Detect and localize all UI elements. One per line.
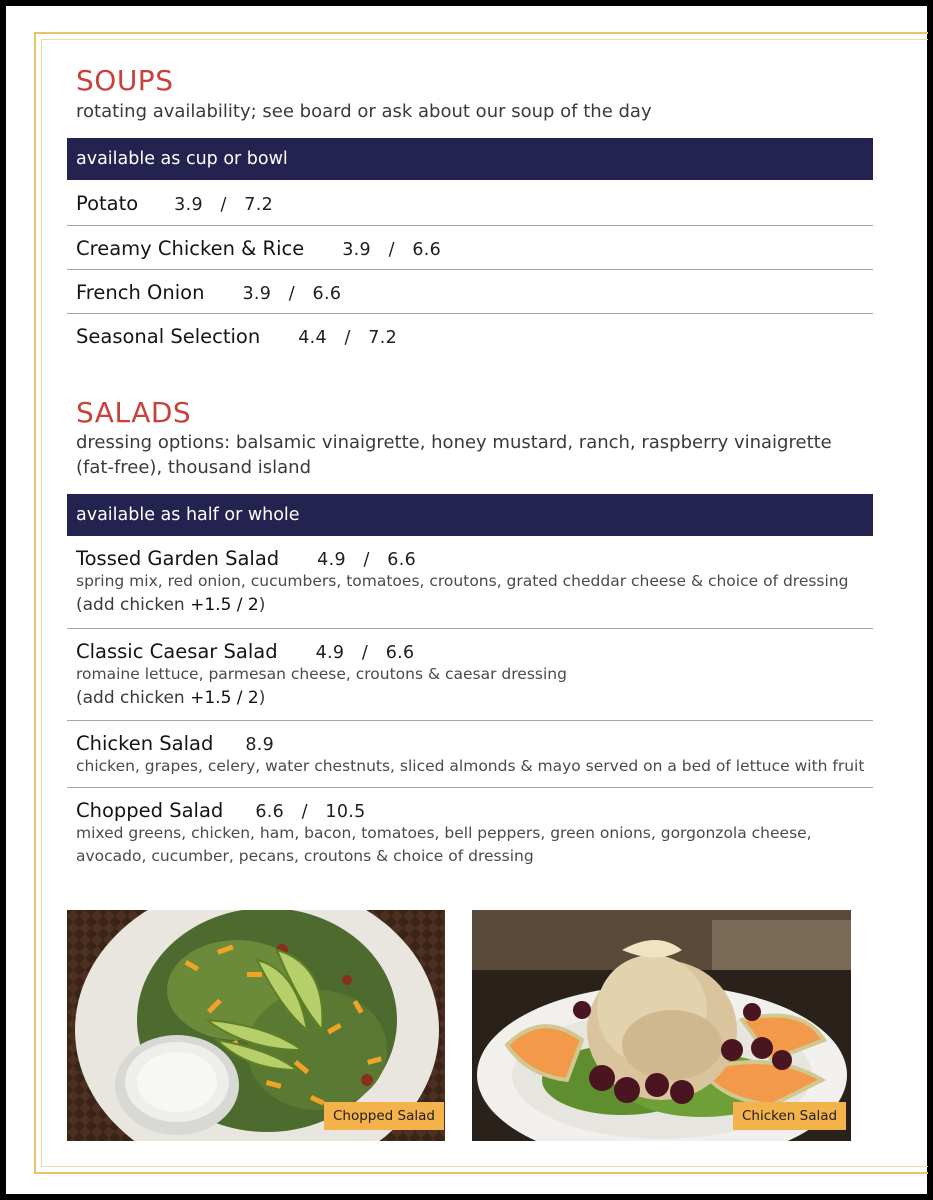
soup-price: 3.9 / 6.6 [342, 240, 442, 260]
soup-name: Potato [76, 192, 139, 215]
salad-name: Classic Caesar Salad [76, 640, 278, 663]
salad-row [67, 788, 873, 878]
soup-price: 4.4 / 7.2 [298, 328, 398, 348]
soup-row [67, 270, 873, 314]
soup-name: French Onion [76, 281, 205, 304]
salad-row [67, 721, 873, 788]
salad-description: chicken, grapes, celery, water chestnuts, sliced almonds & mayo served on a bed of lettuce with fruit [76, 757, 865, 775]
soup-name: Creamy Chicken & Rice [76, 237, 305, 260]
salad-addon: (add chicken +1.5 / 2) [76, 688, 266, 708]
salad-row [67, 536, 873, 629]
soups-note: rotating availability; see board or ask about our soup of the day [76, 101, 652, 122]
salad-row [67, 629, 873, 721]
menu-page [6, 6, 927, 1194]
soup-row [67, 314, 873, 358]
photo-caption: Chicken Salad [733, 1102, 846, 1130]
chopped-salad-photo [67, 910, 445, 1141]
chicken-salad-photo [472, 910, 851, 1141]
salad-price: 8.9 [245, 735, 275, 755]
addon-price: +1.5 / 2 [190, 595, 259, 615]
soups-title: SOUPS [76, 64, 174, 97]
soup-row [67, 180, 873, 226]
soup-row [67, 226, 873, 270]
salad-name: Chopped Salad [76, 799, 224, 822]
soup-price: 3.9 / 6.6 [242, 284, 342, 304]
salad-price: 4.9 / 6.6 [317, 550, 417, 570]
soup-price: 3.9 / 7.2 [174, 195, 274, 215]
salad-name: Chicken Salad [76, 732, 214, 755]
photo-caption: Chopped Salad [324, 1102, 444, 1130]
salads-size-band: available as half or whole [67, 494, 873, 536]
addon-price: +1.5 / 2 [190, 688, 259, 708]
salads-note: dressing options: balsamic vinaigrette, honey mustard, ranch, raspberry vinaigrette (fat-free), thousand island [76, 432, 832, 478]
soup-name: Seasonal Selection [76, 325, 261, 348]
salads-title: SALADS [76, 396, 192, 429]
salad-price: 6.6 / 10.5 [255, 802, 366, 822]
salad-description: romaine lettuce, parmesan cheese, croutons & caesar dressing [76, 665, 567, 683]
salad-addon: (add chicken +1.5 / 2) [76, 595, 266, 615]
salad-price: 4.9 / 6.6 [315, 643, 415, 663]
salad-description: spring mix, red onion, cucumbers, tomatoes, croutons, grated cheddar cheese & choice of dressing [76, 572, 849, 590]
salad-name: Tossed Garden Salad [76, 547, 280, 570]
soups-size-band: available as cup or bowl [67, 138, 873, 180]
salad-description: mixed greens, chicken, ham, bacon, tomatoes, bell peppers, green onions, gorgonzola cheese, avocado, cucumber, pecans, croutons & choice of dressing [76, 824, 812, 865]
